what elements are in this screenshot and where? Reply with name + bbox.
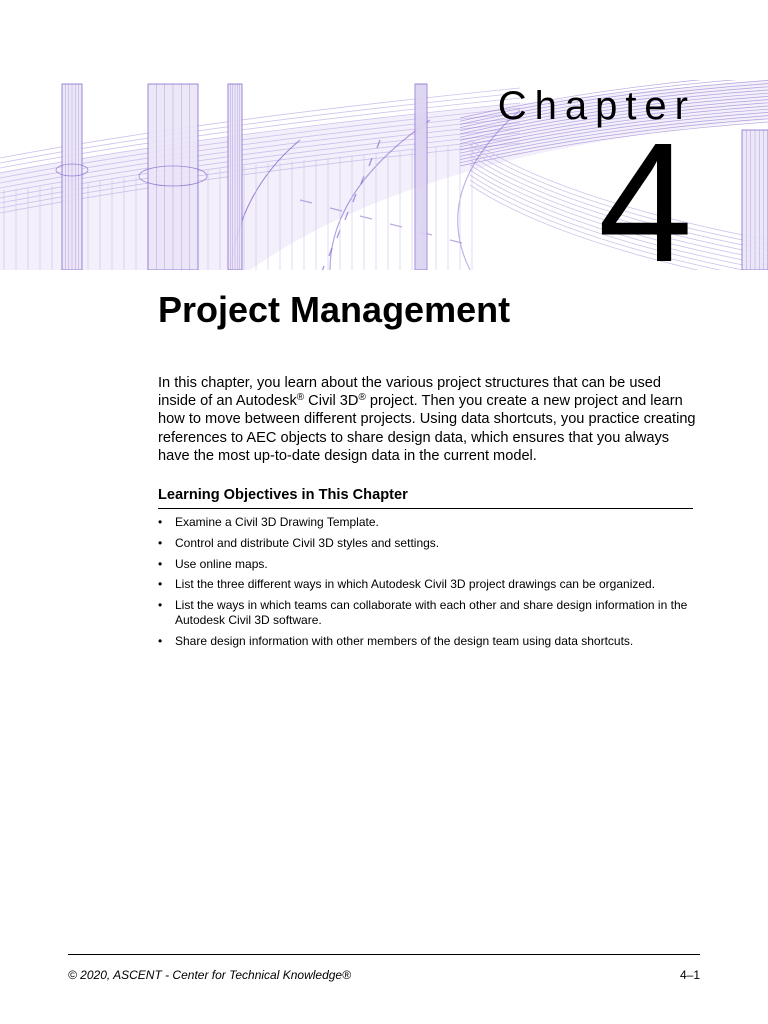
bullet: • [158, 556, 163, 571]
chapter-label: Chapter [497, 84, 696, 128]
bullet: • [158, 515, 163, 529]
list-item: • List the three different ways in which Autodesk Civil 3D project drawings can be organized. [158, 577, 656, 592]
chapter-number: 4 [598, 108, 689, 298]
list-item: • List the ways in which teams can collaborate with each other and share design information in the Autodesk Civil 3D software. [158, 598, 688, 628]
bullet: • [158, 633, 163, 648]
bullet: • [158, 535, 163, 550]
list-item: • Share design information with other members of the design team using data shortcuts. [158, 633, 634, 648]
page-number: 4–1 [679, 968, 700, 982]
list-item: • Control and distribute Civil 3D styles and settings. [158, 535, 440, 550]
list-item: • Examine a Civil 3D Drawing Template. [158, 515, 379, 529]
intro-paragraph: In this chapter, you learn about the various project structures that can be used inside of an Autodesk® Civil 3D® project. Then you create a new project and learn how to move between different projects. Using data shortcuts, you practice creating references to AEC objects to share design data, which ensures that you always have the most up-to-date design data in the current model. [158, 375, 696, 464]
objectives-list [158, 515, 698, 655]
objectives-heading: Learning Objectives in This Chapter [158, 487, 408, 503]
footer-copyright: © 2020, ASCENT - Center for Technical Knowledge® [68, 968, 351, 982]
footer-divider [68, 954, 700, 955]
registered-mark: ® [296, 392, 305, 404]
bullet: • [158, 577, 163, 592]
registered-mark: ® [358, 392, 366, 404]
bullet: • [158, 598, 163, 613]
page-title: Project Management [158, 289, 511, 330]
list-item: • Use online maps. [158, 556, 268, 571]
objectives-divider [158, 508, 693, 509]
